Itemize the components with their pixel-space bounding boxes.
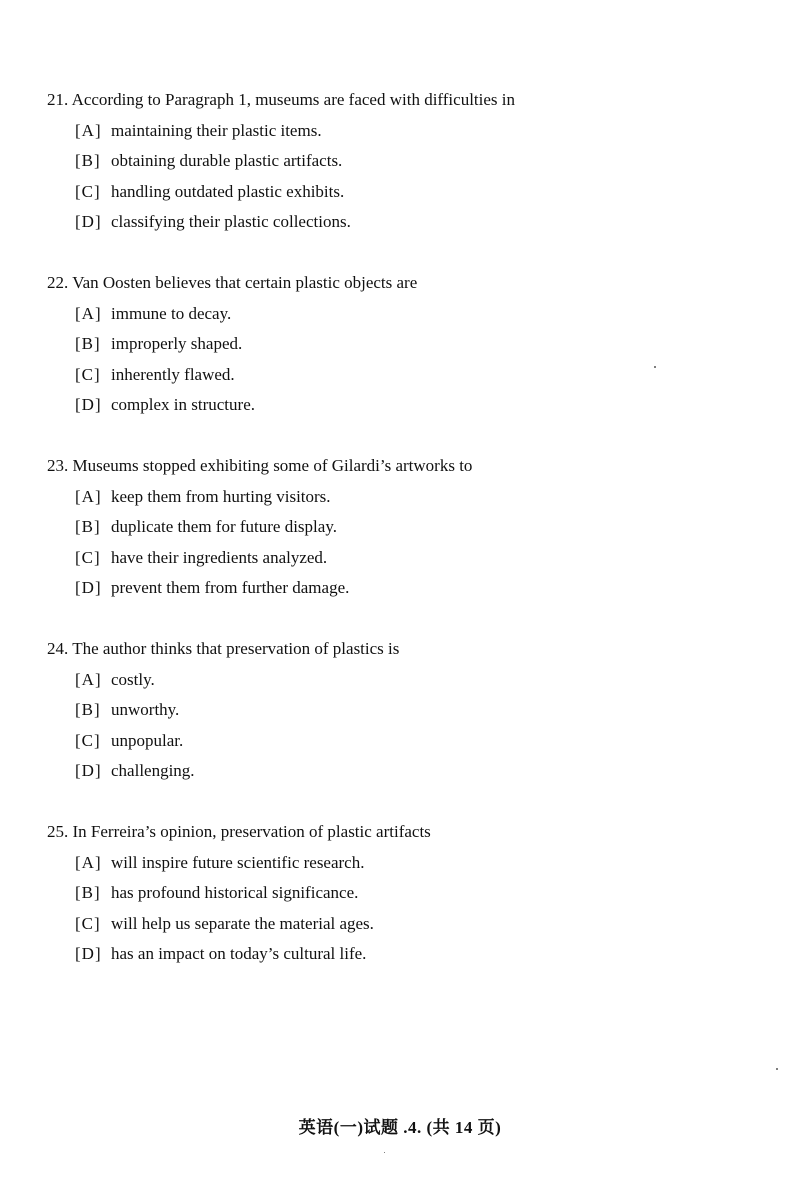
- question-number: 21.: [47, 90, 69, 109]
- option-c: [47, 365, 767, 385]
- scan-speck: [776, 1068, 778, 1070]
- option-text: unworthy.: [111, 700, 180, 720]
- option-list: [47, 670, 767, 782]
- option-letter: [D]: [75, 395, 102, 415]
- option-text: will help us separate the material ages.: [111, 913, 374, 933]
- option-letter: [C]: [75, 547, 101, 567]
- question-text: The author thinks that preservation of plastics is: [72, 639, 400, 658]
- option-b: [47, 151, 767, 171]
- question-24: [47, 639, 767, 781]
- option-list: [47, 487, 767, 599]
- option-letter: [B]: [75, 334, 101, 354]
- question-stem: [47, 822, 767, 842]
- option-text: will inspire future scientific research.: [111, 852, 365, 872]
- question-text: Van Oosten believes that certain plastic objects are: [72, 273, 418, 292]
- option-c: [47, 548, 767, 568]
- question-number: 25.: [47, 822, 69, 841]
- option-text: improperly shaped.: [111, 334, 243, 354]
- option-b: [47, 517, 767, 537]
- question-text: According to Paragraph 1, museums are faced with difficulties in: [71, 90, 516, 109]
- option-letter: [C]: [75, 913, 101, 933]
- option-text: inherently flawed.: [111, 364, 235, 384]
- question-25: [47, 822, 767, 964]
- option-a: [47, 853, 767, 873]
- option-letter: [A]: [75, 120, 102, 140]
- scan-speck: [654, 366, 656, 368]
- option-text: has an impact on today’s cultural life.: [111, 944, 367, 964]
- question-stem: [47, 273, 767, 293]
- option-b: [47, 883, 767, 903]
- option-text: costly.: [111, 669, 155, 689]
- option-text: has profound historical significance.: [111, 883, 359, 903]
- option-b: [47, 334, 767, 354]
- option-text: have their ingredients analyzed.: [111, 547, 328, 567]
- option-c: [47, 914, 767, 934]
- question-number: 24.: [47, 639, 69, 658]
- option-text: challenging.: [111, 761, 195, 781]
- option-a: [47, 121, 767, 141]
- option-letter: [B]: [75, 517, 101, 537]
- option-letter: [D]: [75, 761, 102, 781]
- option-letter: [A]: [75, 669, 102, 689]
- option-a: [47, 487, 767, 507]
- question-stem: [47, 456, 767, 476]
- option-letter: [B]: [75, 883, 101, 903]
- question-21: [47, 90, 767, 232]
- option-letter: [C]: [75, 364, 101, 384]
- question-22: [47, 273, 767, 415]
- option-d: [47, 578, 767, 598]
- option-letter: [B]: [75, 151, 101, 171]
- option-list: [47, 121, 767, 233]
- question-stem: [47, 90, 767, 110]
- option-letter: [A]: [75, 852, 102, 872]
- option-d: [47, 212, 767, 232]
- option-a: [47, 304, 767, 324]
- option-text: handling outdated plastic exhibits.: [111, 181, 345, 201]
- question-text: In Ferreira’s opinion, preservation of plastic artifacts: [72, 822, 431, 841]
- option-b: [47, 700, 767, 720]
- option-text: complex in structure.: [111, 395, 255, 415]
- option-letter: [C]: [75, 181, 101, 201]
- option-letter: [C]: [75, 730, 101, 750]
- option-letter: [D]: [75, 578, 102, 598]
- option-text: prevent them from further damage.: [111, 578, 350, 598]
- option-text: maintaining their plastic items.: [111, 120, 322, 140]
- option-c: [47, 731, 767, 751]
- question-text: Museums stopped exhibiting some of Gilardi’s artworks to: [72, 456, 473, 475]
- option-text: keep them from hurting visitors.: [111, 486, 331, 506]
- question-23: [47, 456, 767, 598]
- option-d: [47, 944, 767, 964]
- option-letter: [A]: [75, 486, 102, 506]
- option-d: [47, 761, 767, 781]
- scan-speck: [384, 1152, 385, 1153]
- option-text: immune to decay.: [111, 303, 232, 323]
- option-letter: [A]: [75, 303, 102, 323]
- question-number: 22.: [47, 273, 69, 292]
- option-c: [47, 182, 767, 202]
- option-text: duplicate them for future display.: [111, 517, 337, 537]
- option-a: [47, 670, 767, 690]
- option-list: [47, 304, 767, 416]
- page-footer: 英语(一)试题 .4. (共 14 页): [298, 1118, 502, 1137]
- option-letter: [D]: [75, 212, 102, 232]
- option-list: [47, 853, 767, 965]
- question-stem: [47, 639, 767, 659]
- option-letter: [D]: [75, 944, 102, 964]
- option-text: obtaining durable plastic artifacts.: [111, 151, 343, 171]
- option-d: [47, 395, 767, 415]
- option-letter: [B]: [75, 700, 101, 720]
- question-number: 23.: [47, 456, 69, 475]
- option-text: unpopular.: [111, 730, 184, 750]
- option-text: classifying their plastic collections.: [111, 212, 351, 232]
